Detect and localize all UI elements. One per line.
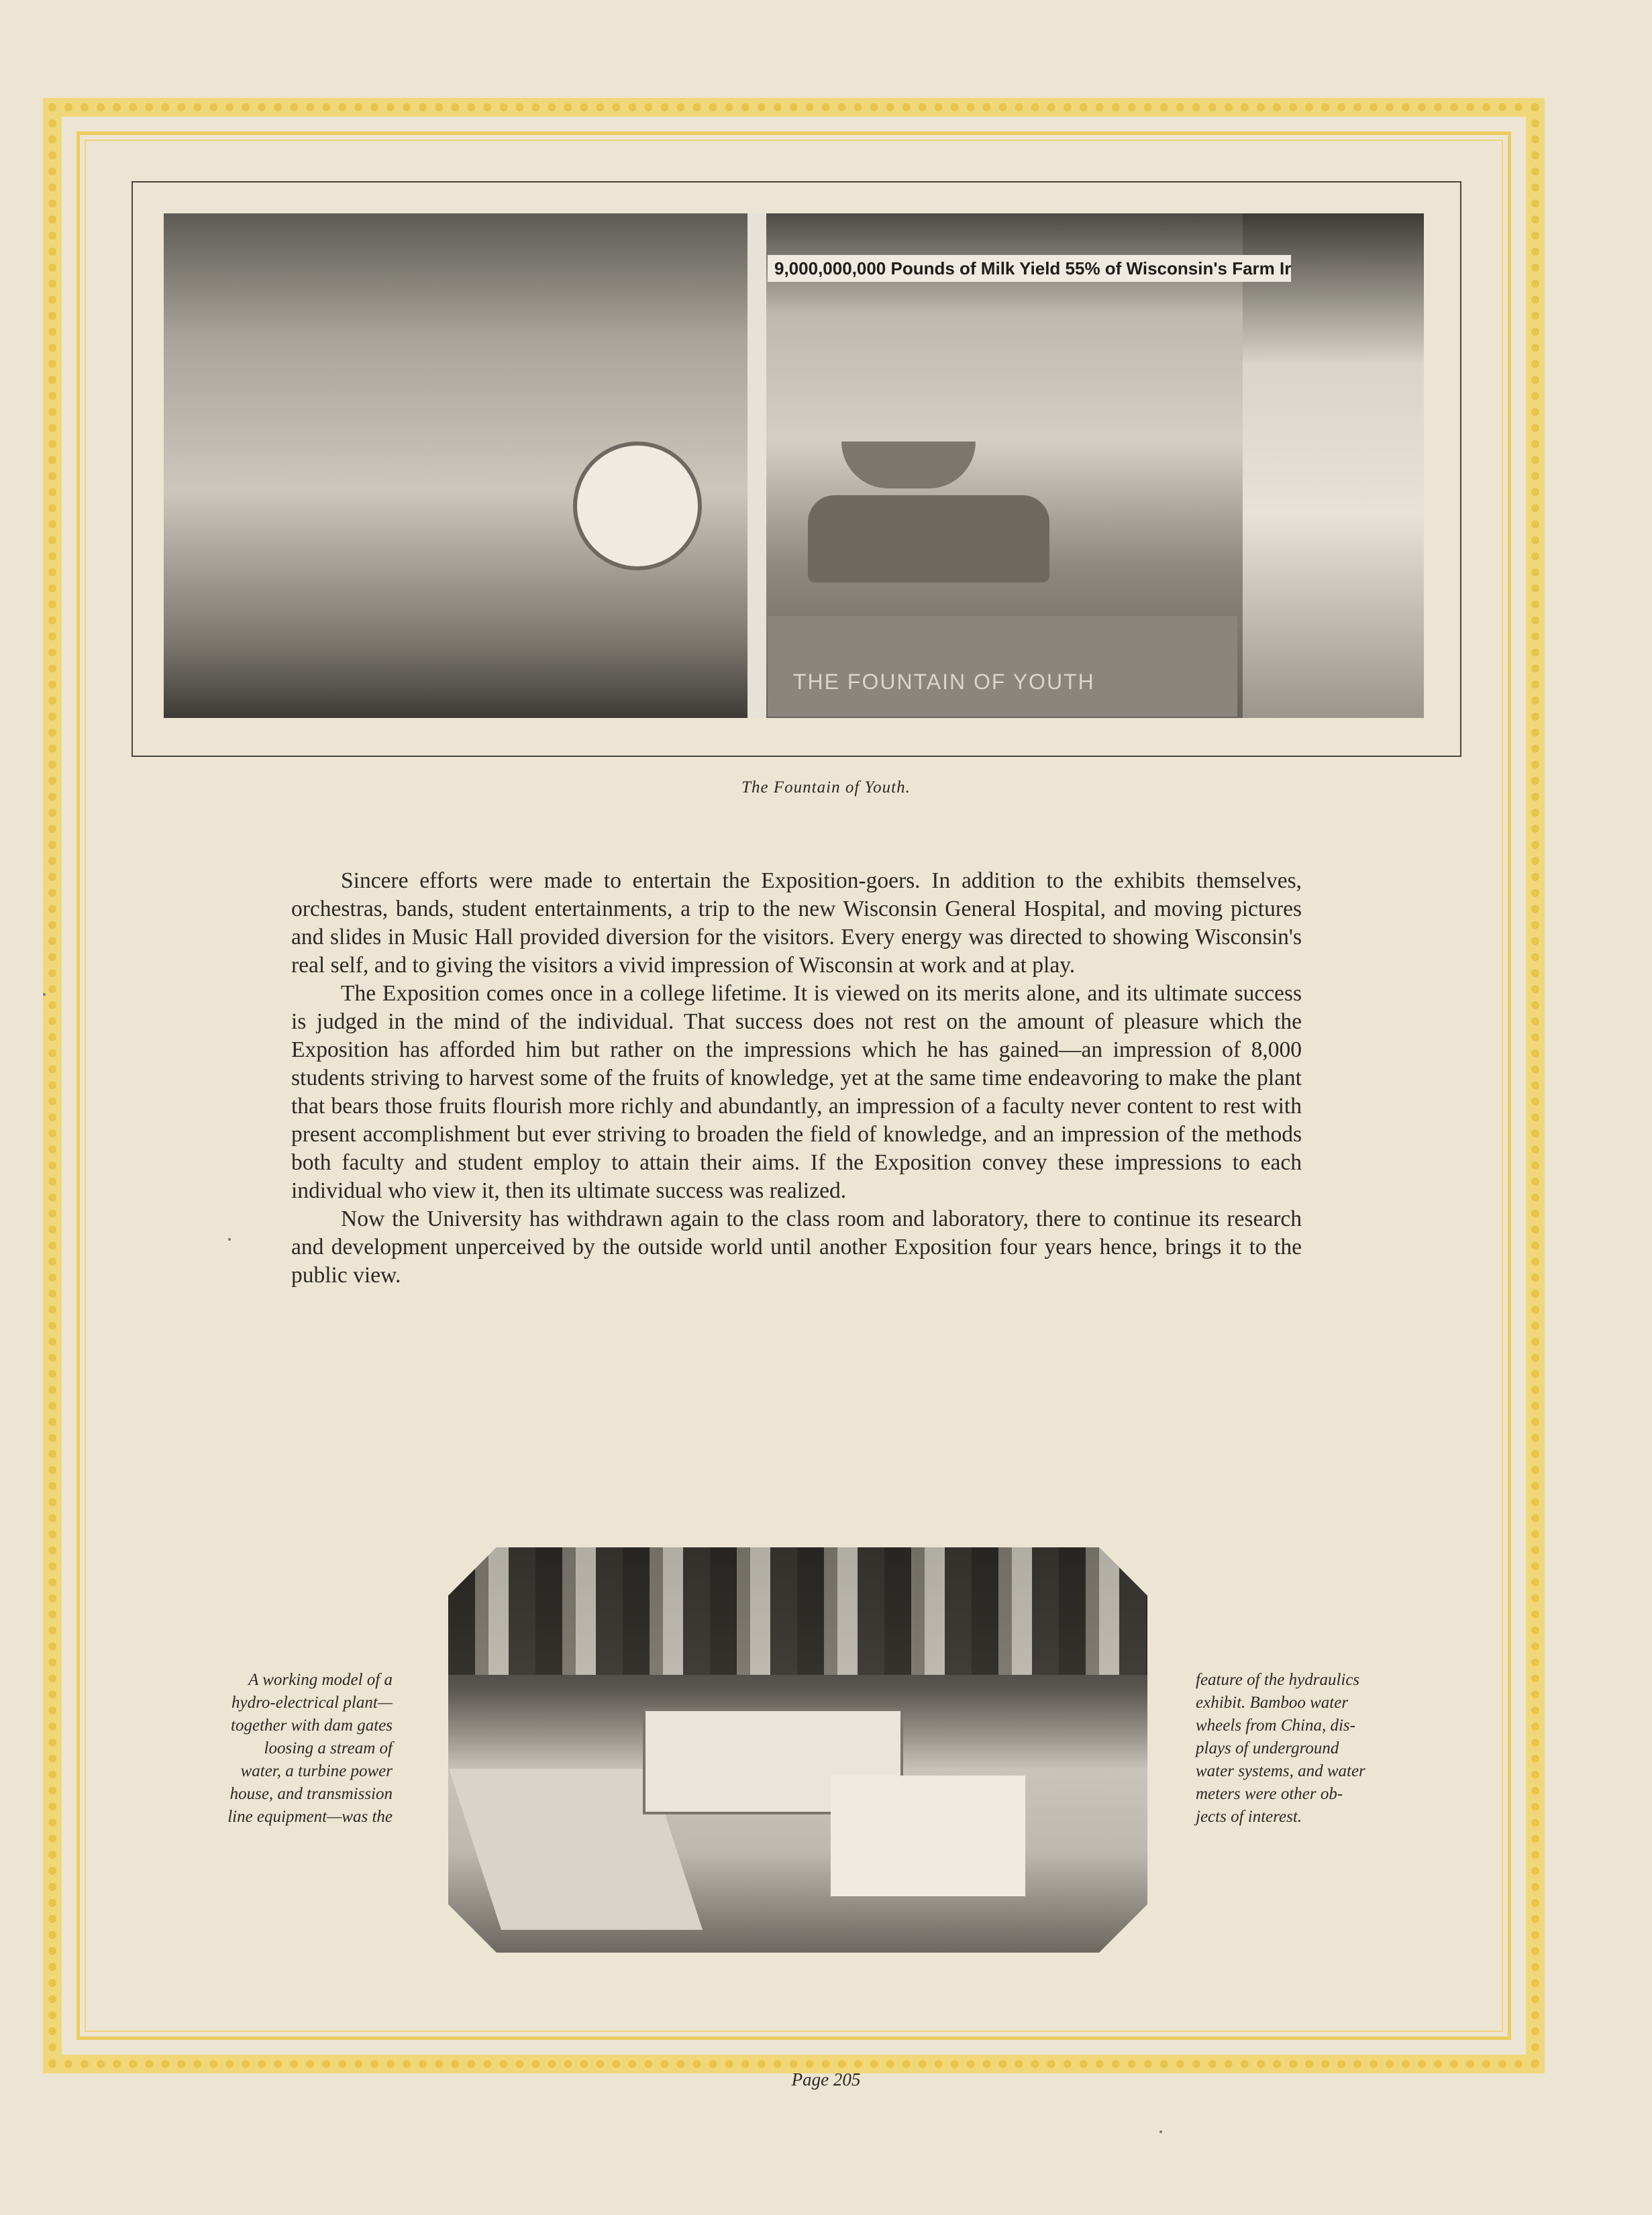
photo-milk-banner: 9,000,000,000 Pounds of Milk Yield 55% of Wisconsin's Farm Ir [768,255,1291,282]
top-photo-caption: The Fountain of Youth. [741,778,911,796]
paper-speck [43,993,46,996]
paper-speck [1159,2130,1162,2133]
right-caption-line: wheels from China, dis- [1196,1716,1355,1735]
left-caption-line: line equipment—was the [227,1808,393,1826]
body-text [291,867,1302,1290]
photo-divider-post [747,213,766,718]
left-caption-line: loosing a stream of [264,1739,393,1757]
left-caption-line: house, and transmission [229,1785,393,1803]
photo-cow-figures [808,495,1049,582]
right-caption-line: exhibit. Bamboo water [1196,1694,1349,1712]
right-caption-line: jects of interest. [1196,1808,1302,1826]
left-caption-line: hydro-electrical plant— [231,1694,393,1712]
photo-fountain-platform [768,616,1237,717]
paper-speck [228,1238,231,1241]
right-caption-line: water systems, and water [1196,1762,1365,1780]
left-caption-line: A working model of a [248,1671,393,1689]
right-caption-line: meters were other ob- [1196,1785,1343,1803]
page-number: Page 205 [791,2069,861,2090]
photo-bunting-flags [448,1547,1147,1675]
body-paragraph-2: The Exposition comes once in a college lifetime. It is viewed on its merits alone, and its ultimate success is judged in the mind of the individual. That success does not rest on the amount of pleasure which the Exposition has afforded him but rather on the impressions which he has gained—an impression of 8,000 students striving to harvest some of the fruits of knowledge, yet at the same time endeavoring to make the plant that bears those fruits flourish more richly and abundantly, an impression of a faculty never content to rest with present accomplishment but ever striving to broaden the field of knowledge, and an impression of the methods both faculty and student employ to attain their aims. If the Exposition convey these impressions to each individual who view it, then its ultimate success was realized. [291,981,1302,1203]
bottom-photo-hydraulics-exhibit [448,1547,1147,1953]
left-photo-caption [188,1669,393,1828]
body-paragraph-3: Now the University has withdrawn again to the class room and laboratory, there to continue its research and development unperceived by the outside world until another Exposition four years hence, brings it to the public view. [291,1206,1302,1288]
photo-exhibit-table-right [831,1775,1025,1896]
right-photo-caption [1196,1669,1405,1828]
photo-separator-wheel [573,442,702,570]
top-photo-fountain-of-youth [164,213,1424,718]
body-paragraph-1: Sincere efforts were made to entertain the Exposition-goers. In addition to the exhibits themselves, orchestras, bands, student entertainments, a trip to the new Wisconsin General Hospital, and moving pictures and slides in Music Hall provided diversion for the visitors. Every energy was directed to showing Wisconsin's real self, and to giving the visitors a vivid impression of Wisconsin at work and at play. [291,868,1302,978]
left-caption-line: water, a turbine power [240,1762,393,1780]
right-caption-line: plays of underground [1196,1739,1339,1757]
photo-fountain-label: THE FOUNTAIN OF YOUTH [793,670,1095,694]
right-caption-line: feature of the hydraulics [1196,1671,1360,1689]
photo-panel-exhibit-case [1243,213,1424,718]
left-caption-line: together with dam gates [231,1716,393,1735]
